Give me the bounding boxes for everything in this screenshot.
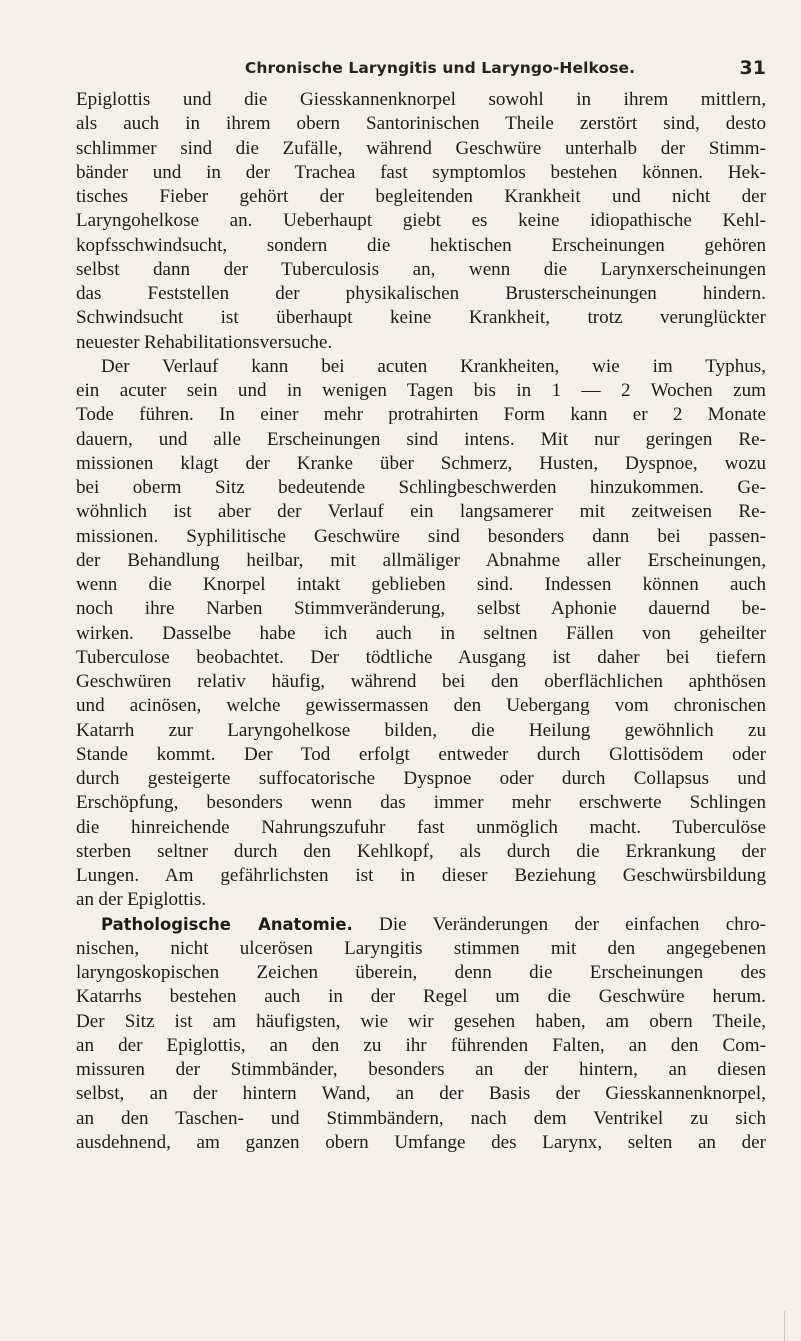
section-first-line — [76, 913, 766, 937]
text-line: schlimmer sind die Zufälle, während Geschwüre unterhalb der Stimm- — [76, 137, 766, 159]
text-line: missuren der Stimmbänder, besonders an der hintern, an diesen — [76, 1059, 766, 1080]
running-title: Chronische Laryngitis und Laryngo-Helkose. — [244, 59, 636, 77]
text-line: missionen klagt der Kranke über Schmerz, Husten, Dyspnoe, wozu — [76, 452, 766, 474]
text-line: als auch in ihrem obern Santorinischen Theile zerstört sind, desto — [76, 113, 766, 135]
text-line: Der Sitz ist am häufigsten, wie wir gesehen haben, am obern Theile, — [76, 1010, 766, 1032]
text-line: Tode führen. In einer mehr protrahirten Form kann er 2 Monate — [76, 404, 766, 426]
text-line: selbst, an der hintern Wand, an der Basis der Giesskannenknorpel, — [76, 1083, 766, 1105]
text-line: Epiglottis und die Giesskannenknorpel sowohl in ihrem mittlern, — [76, 89, 766, 110]
text-line: dauern, und alle Erscheinungen sind intens. Mit nur geringen Re- — [76, 428, 766, 450]
text-line: neuester Rehabilitationsversuche. — [76, 331, 333, 353]
text-line: laryngoskopischen Zeichen überein, denn die Erscheinungen des — [76, 962, 766, 983]
text-line: durch gesteigerte suffocatorische Dyspnoe oder durch Collapsus und — [76, 768, 766, 789]
text-line: der Behandlung heilbar, mit allmäliger Abnahme aller Erscheinungen, — [76, 549, 766, 571]
section-heading: Pathologische Anatomie. — [101, 914, 353, 934]
text-line: Geschwüren relativ häufig, während bei den oberflächlichen aphthösen — [76, 671, 766, 692]
text-line: Katarrhs bestehen auch in der Regel um die Geschwüre herum. — [76, 986, 766, 1008]
text-line: nischen, nicht ulcerösen Laryngitis stimmen mit den angegebenen — [76, 937, 766, 959]
text-line: Tuberculose beobachtet. Der tödtliche Ausgang ist daher bei tiefern — [76, 646, 766, 668]
text-line: noch ihre Narben Stimmveränderung, selbst Aphonie dauernd be- — [76, 598, 766, 620]
text-line: an der Epiglottis, an den zu ihr führenden Falten, an den Com- — [76, 1034, 766, 1056]
text-line: wöhnlich ist aber der Verlauf ein langsamerer mit zeitweisen Re- — [76, 501, 766, 523]
text-line: Laryngohelkose an. Ueberhaupt giebt es keine idiopathische Kehl- — [76, 210, 766, 232]
text-line: an der Epiglottis. — [76, 889, 207, 911]
page-header — [76, 52, 766, 84]
page-number: 31 — [739, 57, 766, 79]
section-first-line-text: Die Veränderungen der einfachen chro- — [379, 913, 766, 935]
text-line: tisches Fieber gehört der begleitenden Krankheit und nicht der — [76, 186, 766, 207]
body-text — [76, 88, 766, 1155]
text-line: bänder und in der Trachea fast symptomlos bestehen können. Hek- — [76, 161, 766, 183]
text-line: Schwindsucht ist überhaupt keine Krankheit, trotz verunglückter — [76, 307, 766, 329]
paragraph-first-line: Der Verlauf kann bei acuten Krankheiten, wie im Typhus, — [101, 355, 766, 377]
text-line: an den Taschen- und Stimmbändern, nach dem Ventrikel zu sich — [76, 1107, 766, 1129]
text-line: das Feststellen der physikalischen Brusterscheinungen hindern. — [76, 283, 766, 304]
text-line: bei oberm Sitz bedeutende Schlingbeschwerden hinzukommen. Ge- — [76, 477, 766, 498]
text-line: Lungen. Am gefährlichsten ist in dieser Beziehung Geschwürsbildung — [76, 865, 766, 886]
text-line: wenn die Knorpel intakt geblieben sind. Indessen können auch — [76, 574, 766, 595]
text-line: Katarrh zur Laryngohelkose bilden, die Heilung gewöhnlich zu — [76, 719, 766, 741]
text-line: ein acuter sein und in wenigen Tagen bis in 1 — 2 Wochen zum — [76, 380, 766, 401]
text-line: Stande kommt. Der Tod erfolgt entweder durch Glottisödem oder — [76, 743, 766, 765]
text-line: kopfsschwindsucht, sondern die hektischen Erscheinungen gehören — [76, 234, 766, 256]
text-line: missionen. Syphilitische Geschwüre sind besonders dann bei passen- — [76, 525, 766, 547]
scan-edge-mark — [784, 1311, 785, 1341]
text-line: sterben seltner durch den Kehlkopf, als durch die Erkrankung der — [76, 840, 766, 862]
text-line: selbst dann der Tuberculosis an, wenn die Larynxerscheinungen — [76, 258, 766, 280]
text-line: Erschöpfung, besonders wenn das immer mehr erschwerte Schlingen — [76, 792, 766, 814]
text-line: ausdehnend, am ganzen obern Umfange des Larynx, selten an der — [76, 1131, 766, 1153]
text-line: die hinreichende Nahrungszufuhr fast unmöglich macht. Tuberculöse — [76, 816, 766, 838]
text-line: und acinösen, welche gewissermassen den Uebergang vom chronischen — [76, 695, 766, 717]
text-line: wirken. Dasselbe habe ich auch in seltnen Fällen von geheilter — [76, 622, 766, 644]
